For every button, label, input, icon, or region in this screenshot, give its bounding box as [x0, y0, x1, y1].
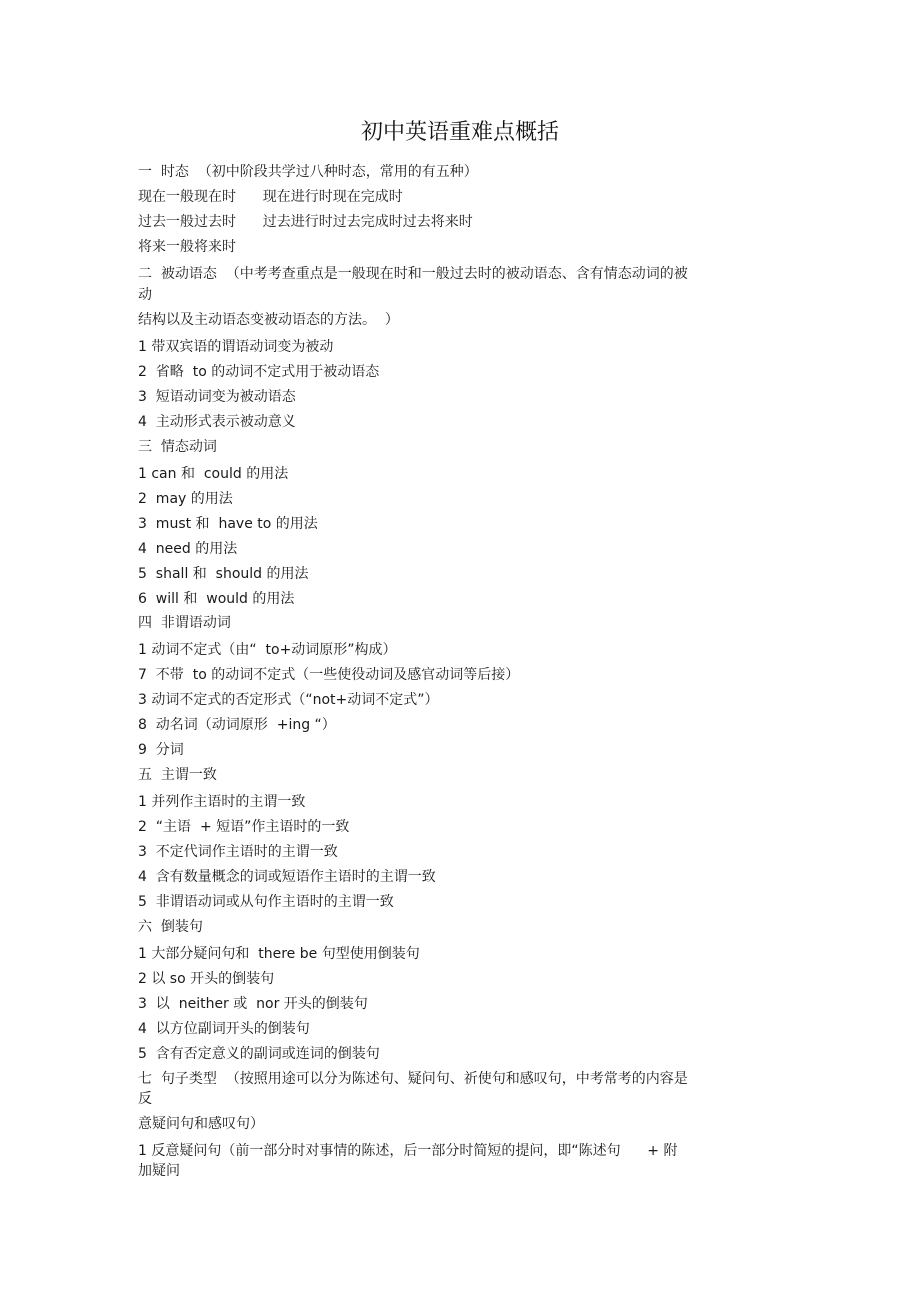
text-line: 现在一般现在时 现在进行时现在完成时: [138, 189, 403, 205]
list-item: 3 短语动词变为被动语态: [138, 389, 296, 405]
section-heading-subject-verb-agreement: 五 主谓一致: [138, 767, 217, 783]
list-item: 3 must 和 have to 的用法: [138, 516, 318, 532]
list-item: 1 can 和 could 的用法: [138, 466, 289, 482]
list-item: 7 不带 to 的动词不定式（一些使役动词及感官动词等后接）: [138, 667, 520, 683]
list-item: 2 以 so 开头的倒装句: [138, 971, 275, 987]
section-heading-sentence-types: 七 句子类型 （按照用途可以分为陈述句、疑问句、祈使句和感叹句，中考常考的内容是: [138, 1071, 688, 1087]
list-item: 4 含有数量概念的词或短语作主语时的主谓一致: [138, 869, 436, 885]
text-line: 加疑问: [138, 1163, 180, 1179]
text-line: 动: [138, 287, 152, 303]
list-item: 3 以 neither 或 nor 开头的倒装句: [138, 996, 368, 1012]
list-item: 1 大部分疑问句和 there be 句型使用倒装句: [138, 946, 420, 962]
list-item: 2 may 的用法: [138, 491, 233, 507]
text-line: 意疑问句和感叹句）: [138, 1116, 264, 1132]
list-item: 1 带双宾语的谓语动词变为被动: [138, 339, 334, 355]
list-item: 4 主动形式表示被动意义: [138, 414, 296, 430]
text-line: 反: [138, 1091, 152, 1107]
list-item: 5 含有否定意义的副词或连词的倒装句: [138, 1046, 380, 1062]
document-title: 初中英语重难点概括: [360, 120, 559, 145]
section-heading-passive-voice: 二 被动语态 （中考考查重点是一般现在时和一般过去时的被动语态、含有情态动词的被: [138, 266, 688, 282]
list-item: 2 省略 to 的动词不定式用于被动语态: [138, 364, 380, 380]
list-item: 3 不定代词作主语时的主谓一致: [138, 844, 338, 860]
list-item: 6 will 和 would 的用法: [138, 591, 295, 607]
section-heading-modal-verbs: 三 情态动词: [138, 439, 217, 455]
list-item: 3 动词不定式的否定形式（“not+动词不定式”）: [138, 692, 439, 708]
list-item: 2 “主语 + 短语”作主语时的一致: [138, 819, 350, 835]
section-heading-non-finite-verbs: 四 非谓语动词: [138, 615, 231, 631]
section-heading-inversion: 六 倒装句: [138, 919, 203, 935]
list-item: 1 并列作主语时的主谓一致: [138, 794, 306, 810]
list-item: 9 分词: [138, 742, 184, 758]
list-item: 8 动名词（动词原形 +ing “）: [138, 717, 336, 733]
list-item: 5 shall 和 should 的用法: [138, 566, 309, 582]
section-heading-tenses: 一 时态 （初中阶段共学过八种时态，常用的有五种）: [138, 164, 478, 180]
list-item: 1 反意疑问句（前一部分时对事情的陈述，后一部分时简短的提问，即“陈述句 + 附: [138, 1143, 678, 1159]
text-line: 将来一般将来时: [138, 239, 236, 255]
list-item: 4 以方位副词开头的倒装句: [138, 1021, 310, 1037]
list-item: 4 need 的用法: [138, 541, 238, 557]
list-item: 5 非谓语动词或从句作主语时的主谓一致: [138, 894, 394, 910]
text-line: 结构以及主动语态变被动语态的方法。 ）: [138, 312, 399, 328]
list-item: 1 动词不定式（由“ to+动词原形”构成）: [138, 642, 397, 658]
text-line: 过去一般过去时 过去进行时过去完成时过去将来时: [138, 214, 473, 230]
